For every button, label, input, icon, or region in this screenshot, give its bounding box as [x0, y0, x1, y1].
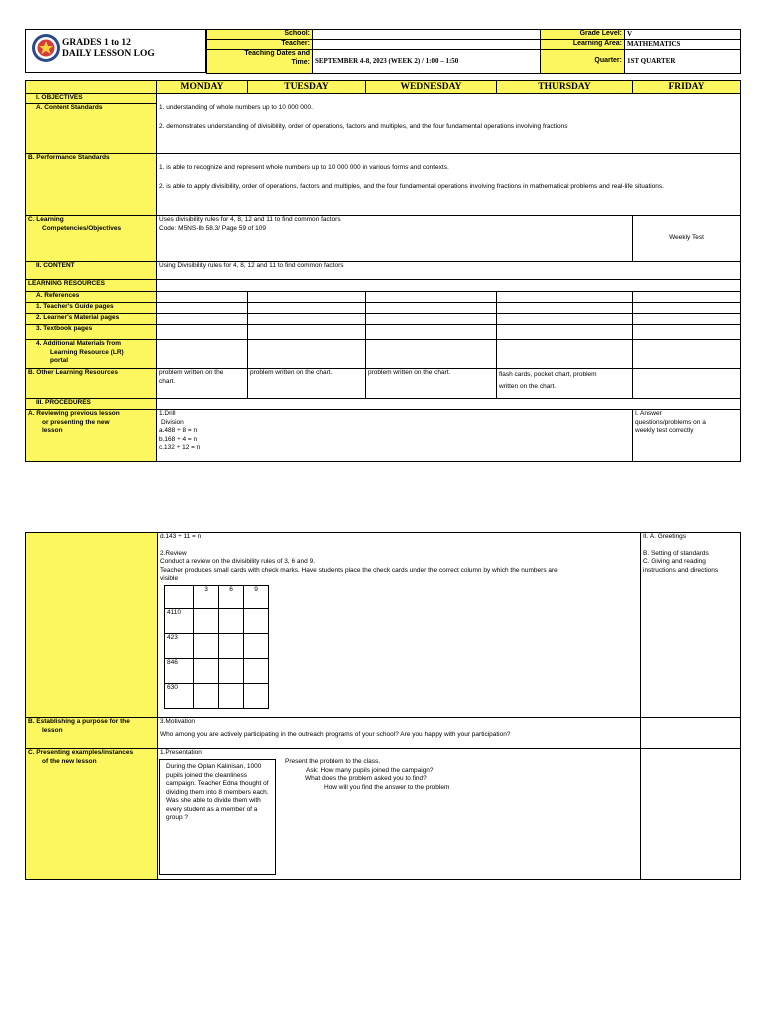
area-label: Learning Area:	[541, 40, 625, 50]
motivation-cell: 3.Motivation Who among you are actively participating in the outreach programs of your school? Are you happy with your participation?	[158, 718, 641, 749]
quarter-label: Quarter:	[541, 50, 625, 74]
school-value	[313, 30, 541, 40]
other-resources-wednesday: problem written on the chart.	[366, 369, 497, 399]
grid-row-label: 423	[165, 633, 194, 658]
grid-cell[interactable]	[194, 633, 219, 658]
header-logo-box	[25, 29, 206, 73]
objectives-label: I. OBJECTIVES	[26, 94, 157, 104]
other-resources-label: B. Other Learning Resources	[26, 369, 157, 399]
quarter-value: 1ST QUARTER	[625, 50, 741, 74]
friday-answer-cell: I. Answer questions/problems on a weekly test correctly	[633, 410, 741, 462]
performance-standards-cell: 1. is able to recognize and represent whole numbers up to 10 000 000 in various forms and contexts. 2. is able to apply divisibility, order of operations, factors and multiples, and the four fundamental operations involving fractions in mathematical problems and real-life situations.	[157, 154, 741, 216]
logo-title-line2: DAILY LESSON LOG	[62, 49, 155, 59]
friday-steps-cell: II. A. Greetings B. Setting of standards C. Giving and reading instructions and directions	[641, 533, 741, 718]
area-value: MATHEMATICS	[625, 40, 741, 50]
day-friday: FRIDAY	[633, 81, 741, 94]
divisibility-grid	[164, 585, 269, 709]
drill-cell: 1.Drill Division a.488 ÷ 8 = n b.168 ÷ 4 = n c.132 ÷ 12 = n	[157, 410, 633, 462]
performance-standards-label: B. Performance Standards	[26, 154, 157, 216]
teacher-label: Teacher:	[207, 40, 313, 50]
grid-row-label: 846	[165, 658, 194, 683]
day-wednesday: WEDNESDAY	[366, 81, 497, 94]
grid-cell[interactable]	[194, 658, 219, 683]
grid-header-3: 3	[194, 585, 219, 608]
procedures-label: III. PROCEDURES	[26, 399, 157, 410]
other-resources-tuesday: problem written on the chart.	[248, 369, 366, 399]
grid-cell[interactable]	[219, 633, 244, 658]
weekly-test-cell: Weekly Test	[633, 216, 741, 262]
logo-title-line1: GRADES 1 to 12	[62, 38, 131, 48]
lesson-log-table-page1	[25, 80, 741, 462]
purpose-label: B. Establishing a purpose for the lesson	[26, 718, 158, 749]
grid-header-6: 6	[219, 585, 244, 608]
learning-resources-label: LEARNING RESOURCES	[26, 280, 157, 292]
grade-label: Grade Level:	[541, 30, 625, 40]
competencies-label: C. Learning Competencies/Objectives	[26, 216, 157, 262]
grid-cell[interactable]	[244, 608, 269, 633]
grid-cell[interactable]	[219, 658, 244, 683]
lesson-log-table-page2	[25, 532, 741, 880]
grid-cell[interactable]	[244, 633, 269, 658]
corner-cell	[26, 81, 157, 94]
grid-cell[interactable]	[194, 683, 219, 708]
grid-cell[interactable]	[194, 608, 219, 633]
grade-value: V	[625, 30, 741, 40]
header-info-table	[206, 29, 741, 74]
content-standards-cell: 1. understanding of whole numbers up to 10 000 000. 2. demonstrates understanding of divisibility, order of operations, factors and multiples, and the four fundamental operations involving fractions	[157, 94, 741, 154]
day-thursday: THURSDAY	[497, 81, 633, 94]
content-standards-label: A. Content Standards	[26, 104, 157, 154]
presentation-cell: 1.Presentation During the Oplan Kalinisan, 1000 pupils joined the cleanliness campaign. Teacher Edna thought of dividing them into 8 members each. Was she able to divide them with every student as a member of a group ? Present the problem to the class. Ask: How many pupils joined the campaign? What does the problem asked you to find? How will you find the answer to the problem	[158, 749, 641, 880]
grid-row-label: 630	[165, 683, 194, 708]
story-text: During the Oplan Kalinisan, 1000 pupils joined the cleanliness campaign. Teacher Edna thought of dividing them into 8 members each. Was she able to divide them with every student as a member of a group ?	[166, 763, 269, 821]
deped-seal-icon	[31, 33, 61, 63]
presentation-instructions: Present the problem to the class. Ask: How many pupils joined the campaign? What does the problem asked you to find? How will you find the answer to the problem	[285, 758, 450, 791]
review-cell: d.143 ÷ 11 = n 2.Review Conduct a review on the divisibility rules of 3, 6 and 9. Teacher produces small cards with check marks. Have students place the check cards under the correct column by which the numbers are visible 3 6 9 4110 423 846 630	[158, 533, 641, 718]
learners-material-label: 2. Learner's Material pages	[26, 314, 157, 325]
day-monday: MONDAY	[157, 81, 248, 94]
examples-label: C. Presenting examples/instances of the new lesson	[26, 749, 158, 880]
textbook-label: 3. Textbook pages	[26, 325, 157, 340]
additional-materials-label: 4. Additional Materials from Learning Resource (LR) portal	[26, 340, 157, 369]
competencies-cell: Uses divisibility rules for 4, 8, 12 and 11 to find common factors Code: M5NS-Ib 58.3/ Page 59 of 109	[157, 216, 633, 262]
grid-cell[interactable]	[219, 683, 244, 708]
dates-value: SEPTEMBER 4-8, 2023 (WEEK 2) / 1:00 – 1:50	[313, 50, 541, 74]
story-box	[159, 759, 276, 875]
grid-cell[interactable]	[244, 683, 269, 708]
teacher-value	[313, 40, 541, 50]
grid-cell[interactable]	[244, 658, 269, 683]
grid-row-label: 4110	[165, 608, 194, 633]
day-tuesday: TUESDAY	[248, 81, 366, 94]
dates-label: Teaching Dates and Time:	[207, 50, 313, 74]
other-resources-monday: problem written on the chart.	[157, 369, 248, 399]
learning-resources-cell	[157, 280, 741, 292]
review-lesson-label: A. Reviewing previous lesson or presenting the new lesson	[26, 410, 157, 462]
other-resources-thursday: flash cards, pocket chart, problem written on the chart.	[497, 369, 633, 399]
grid-header-9: 9	[244, 585, 269, 608]
teachers-guide-label: 1. Teacher's Guide pages	[26, 303, 157, 314]
content-label: II. CONTENT	[26, 262, 157, 280]
references-label: A. References	[26, 292, 157, 303]
grid-cell[interactable]	[219, 608, 244, 633]
content-cell: Using Divisibility rules for 4, 8, 12 and 11 to find common factors	[157, 262, 741, 280]
review-label-continued	[26, 533, 158, 718]
school-label: School:	[207, 30, 313, 40]
